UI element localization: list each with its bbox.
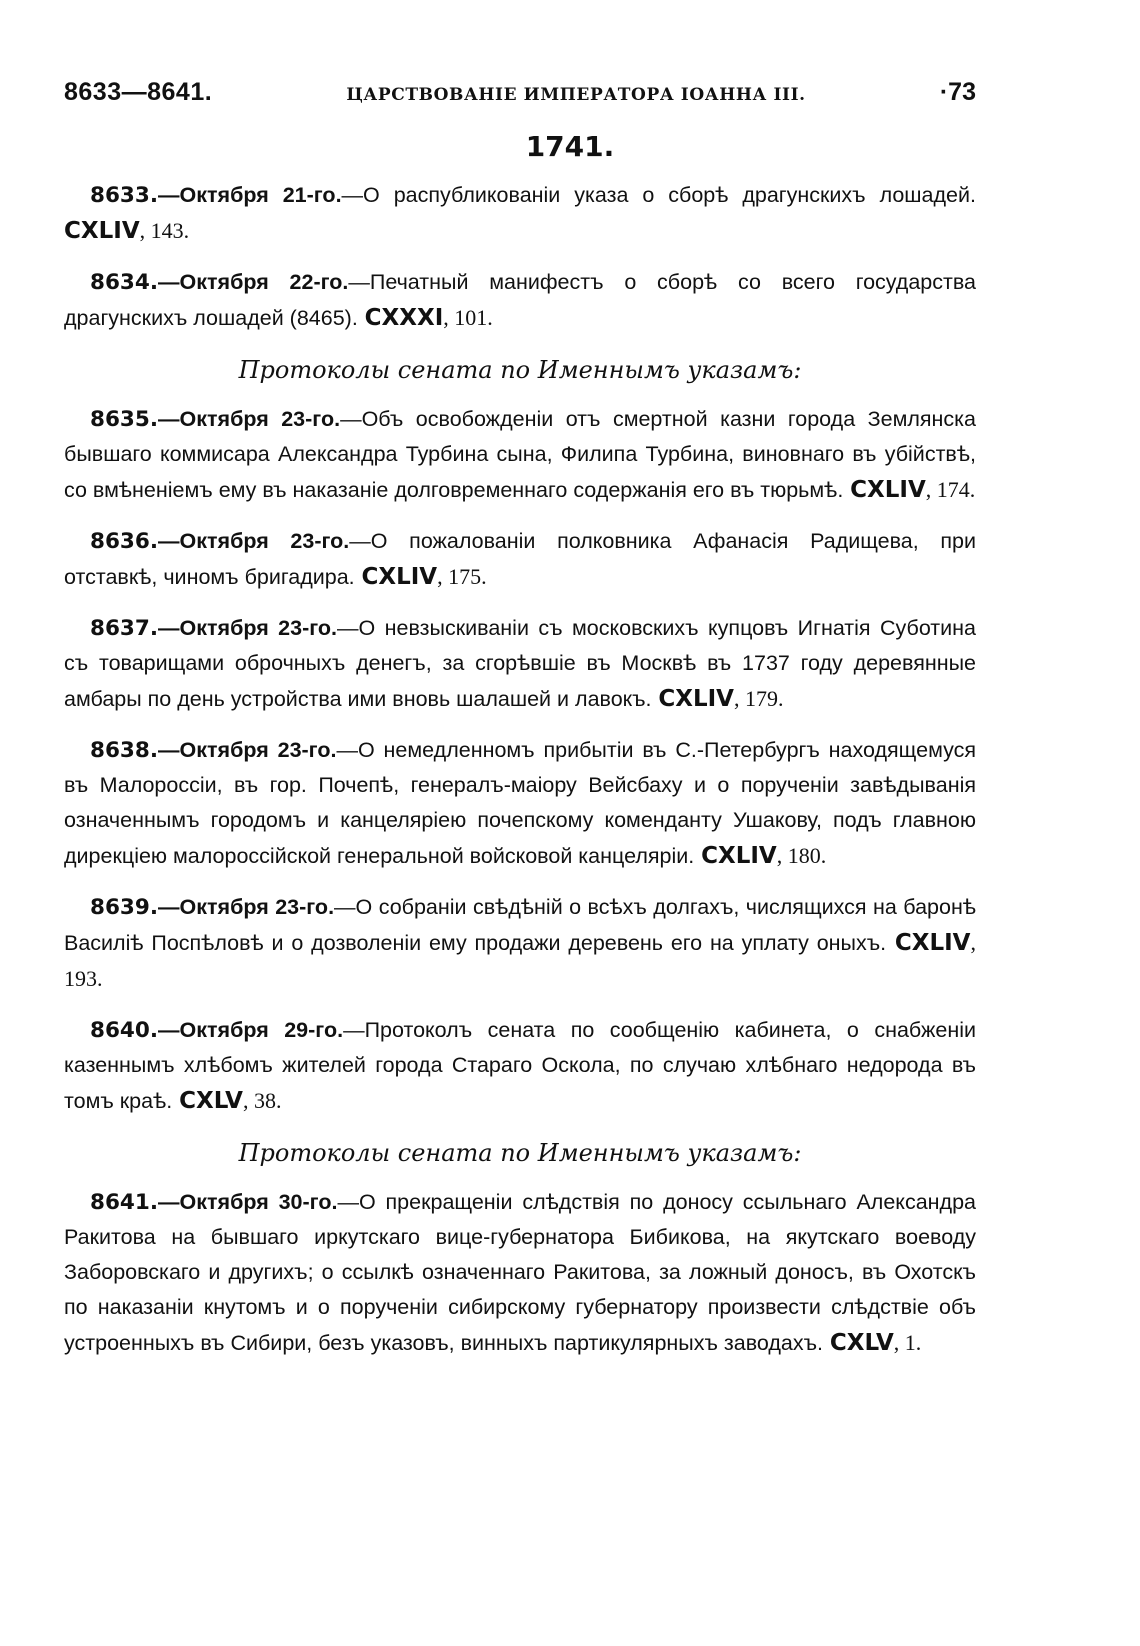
entry-number: 8634. xyxy=(90,270,159,295)
entry-text: —Объ освобожденіи отъ смертной казни города Землянска бывшаго коммисара Александра Турбина сына, Филипа Турбина, виновнаго въ убійствѣ, со вмѣненіемъ ему въ наказаніе долговременнаго содержанія его въ тюрьмѣ. xyxy=(64,407,976,502)
section-heading: Протоколы сената по Именнымъ указамъ: xyxy=(238,1139,802,1167)
running-title: ЦАРСТВОВАНІЕ ИМПЕРАТОРА ІОАННА III. xyxy=(346,85,806,105)
volume-ref: CXLIV xyxy=(361,564,438,590)
entry-date: —Октября 29-го. xyxy=(158,1018,344,1042)
entry-date: —Октября 23-го. xyxy=(158,407,341,431)
entry-8641 xyxy=(64,1185,976,1361)
page-ref: , 143. xyxy=(139,218,190,243)
entry-number: 8636. xyxy=(90,529,159,554)
entry-text: —О прекращеніи слѣдствія по доносу ссыльнаго Александра Ракитова на бывшаго иркутскаго вице-губернатора Бибикова, на якутскаго воеводу Заборовскаго и другихъ; о ссылкѣ означеннаго Ракитова, за ложный доносъ, въ Охотскъ по наказаніи кнутомъ и о порученіи сибирскому губернатору произвести слѣдствіе объ устроенныхъ въ Сибири, безъ указовъ, винныхъ партикулярныхъ заводахъ. xyxy=(64,1190,976,1355)
volume-ref: CXLIV xyxy=(894,930,971,956)
entry-text: —Печатный манифестъ о сборѣ со всего государства драгунскихъ лошадей (8465). xyxy=(64,270,977,330)
entry-8635 xyxy=(64,402,976,508)
entry-text: —О немедленномъ прибытіи въ С.-Петербургъ находящемуся въ Малороссіи, въ гор. Почепѣ, генералъ-маіору Вейсбаху и о порученіи завѣдыванія означеннымъ городомъ и канцеляріею почепскому коменданту Ушакову, подъ главною дирекціею малороссійской генеральной войсковой канцеляріи. xyxy=(64,738,976,868)
entry-8640 xyxy=(64,1013,976,1119)
entry-text: —Протоколъ сената по сообщенію кабинета, о снабженіи казеннымъ хлѣбомъ жителей города Стараго Оскола, по случаю хлѣбнаго недорода въ томъ краѣ. xyxy=(64,1018,977,1113)
entry-8637 xyxy=(64,611,976,717)
page-ref: , 174. xyxy=(925,477,976,502)
entry-date: —Октября 23-го. xyxy=(158,895,335,919)
entry-text: —О собраніи свѣдѣній о всѣхъ долгахъ, числящихся на баронѣ Василіѣ Поспѣловѣ и о дозволеніи ему продажи деревень его на уплату оныхъ. xyxy=(64,895,976,955)
volume-ref: CXXXI xyxy=(364,305,444,331)
entry-8638 xyxy=(64,733,976,874)
page-ref: , 1. xyxy=(893,1330,922,1355)
section-heading: Протоколы сената по Именнымъ указамъ: xyxy=(238,356,802,384)
page-ref: , 101. xyxy=(443,305,493,330)
entry-text: —О распубликованіи указа о сборѣ драгунскихъ лошадей. xyxy=(341,183,976,207)
entry-date: —Октября 23-го. xyxy=(158,616,338,640)
entry-8636 xyxy=(64,524,976,595)
year-heading: 1741. xyxy=(525,130,615,163)
page-header xyxy=(64,78,976,118)
entry-number: 8635. xyxy=(90,407,159,432)
page-ref: , 193. xyxy=(64,930,976,991)
volume-ref: CXLIV xyxy=(701,843,777,869)
document-body xyxy=(64,178,976,1377)
page-ref: , 38. xyxy=(242,1088,282,1113)
page-number: ·73 xyxy=(939,78,976,106)
volume-ref: CXLV xyxy=(829,1330,894,1356)
entry-8634 xyxy=(64,265,976,336)
entry-number: 8640. xyxy=(90,1018,159,1043)
volume-ref: CXLIV xyxy=(658,686,734,712)
entry-number: 8639. xyxy=(90,895,159,920)
entry-text: —О невзыскиваніи съ московскихъ купцовъ Игнатія Суботина съ товарищами оброчныхъ денегъ, за сгорѣвшіе въ Москвѣ въ 1737 году деревянные амбары по день устройства ими вновь шалашей и лавокъ. xyxy=(64,616,976,711)
entry-text: —О пожалованіи полковника Афанасія Радищева, при отставкѣ, чиномъ бригадира. xyxy=(64,529,976,589)
volume-ref: CXLIV xyxy=(64,218,140,244)
page-ref: , 180. xyxy=(776,843,827,868)
entry-date: —Октября 23-го. xyxy=(158,738,337,762)
entry-range: 8633—8641. xyxy=(64,78,213,106)
entry-date: —Октября 23-го. xyxy=(158,529,350,553)
page-ref: , 179. xyxy=(733,686,784,711)
page-ref: , 175. xyxy=(437,564,487,589)
entry-8639 xyxy=(64,890,976,997)
volume-ref: CXLV xyxy=(179,1088,243,1114)
volume-ref: CXLIV xyxy=(850,477,926,503)
entry-number: 8637. xyxy=(90,616,159,641)
entry-number: 8641. xyxy=(90,1190,159,1215)
entry-number: 8633. xyxy=(90,183,159,208)
entry-date: —Октября 30-го. xyxy=(158,1190,338,1214)
entry-date: —Октября 21-го. xyxy=(158,183,342,207)
entry-date: —Октября 22-го. xyxy=(158,270,349,294)
entry-8633 xyxy=(64,178,976,249)
entry-number: 8638. xyxy=(90,738,159,763)
